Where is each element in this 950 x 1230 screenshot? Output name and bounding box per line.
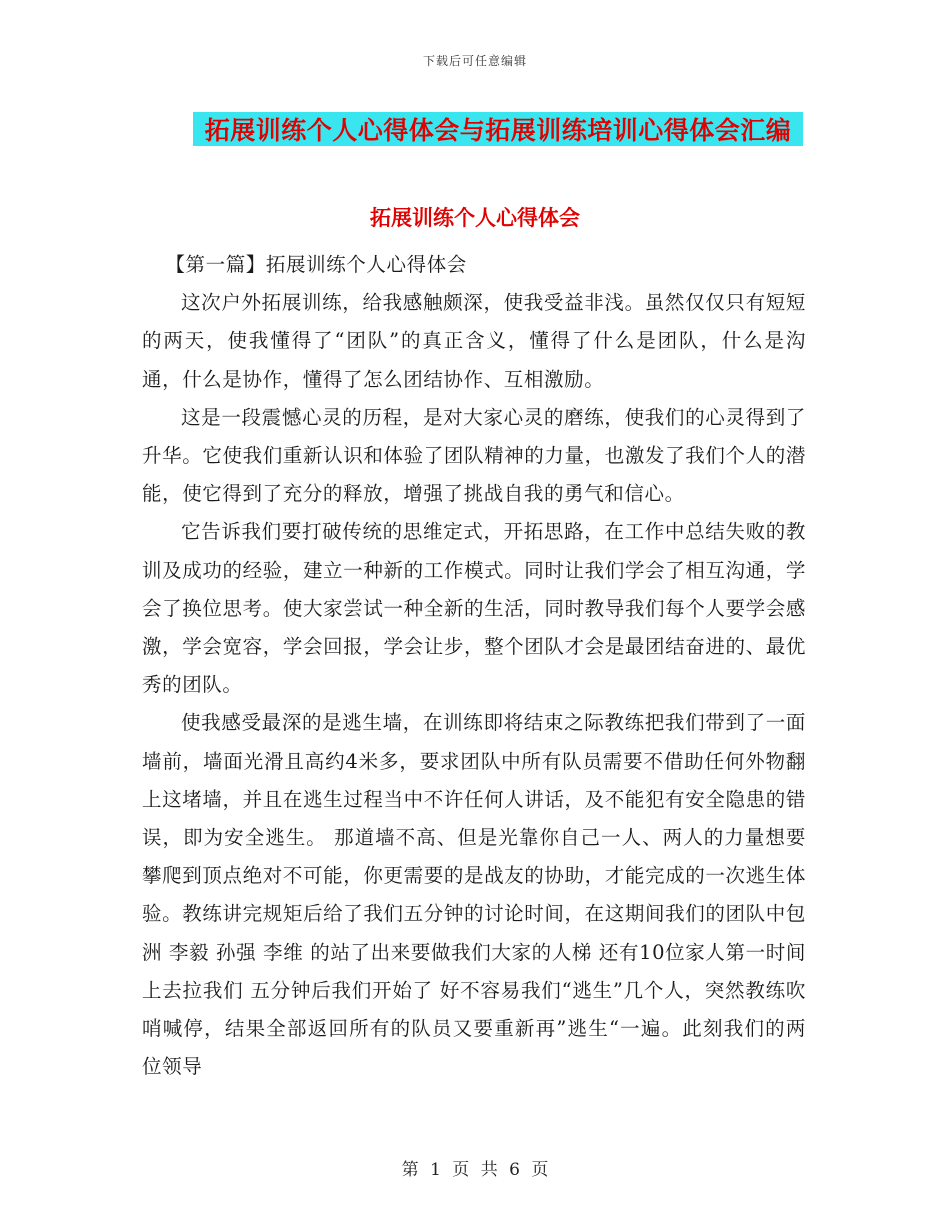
section-title: 拓展训练个人心得体会 [370, 205, 580, 230]
main-title-highlight [193, 112, 803, 146]
page-number-footer: 第 1 页 共 6 页 [401, 1160, 549, 1180]
paragraph: 使我感受最深的是逃生墙，在训练即将结束之际教练把我们带到了一面墙前，墙面光滑且高约4米多，要求团队中所有队员需要不借助任何外物翻上这堵墙，并且在逃生过程当中不许任何人讲话，及不能犯有安全隐患的错误，即为安全逃生。 那道墙不高、但是光靠你自己一人、两人的力量想要攀爬到顶点绝对不可能，你更需要的是战友的协助，才能完成的一次逃生体验。教练讲完规矩后给了我们五分钟的讨论时间，在这期间我们的团队中包洲 李毅 孙强 李维 的站了出来要做我们大家的人梯 还有10位家人第一时间上去拉我们 五分钟后我们开始了 好不容易我们“逃生”几个人，突然教练吹哨喊停，结果全部返回所有的队员又要重新再”逃生“一遍。此刻我们的两位领导 [142, 711, 806, 1079]
paragraph: 它告诉我们要打破传统的思维定式，开拓思路，在工作中总结失败的教训及成功的经验，建立一种新的工作模式。同时让我们学会了相互沟通，学会了换位思考。使大家尝试一种全新的生活，同时教导我们每个人要学会感激，学会宽容，学会回报，学会让步，整个团队才会是最团结奋进的、最优秀的团队。 [142, 520, 806, 697]
paragraph: 这是一段震憾心灵的历程，是对大家心灵的磨练，使我们的心灵得到了升华。它使我们重新认识和体验了团队精神的力量，也激发了我们个人的潜能，使它得到了充分的释放，增强了挑战自我的勇气和信心。 [142, 405, 806, 506]
main-title: 拓展训练个人心得体会与拓展训练培训心得体会汇编 [204, 116, 792, 145]
paragraph: 这次户外拓展训练，给我感触颇深，使我受益非浅。虽然仅仅只有短短的两天，使我懂得了“团队”的真正含义，懂得了什么是团队，什么是沟通，什么是协作，懂得了怎么团结协作、互相激励。 [142, 291, 806, 391]
section-heading: 【第一篇】拓展训练个人心得体会 [165, 253, 467, 276]
document-body [142, 246, 806, 1086]
page-header-note: 下载后可任意编辑 [422, 54, 527, 68]
